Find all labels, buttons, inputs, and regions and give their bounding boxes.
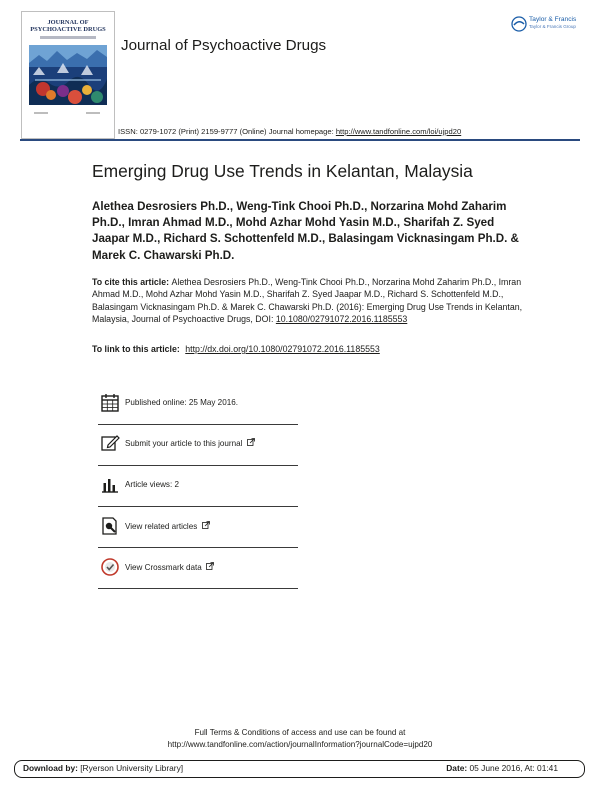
doi-link[interactable]: 10.1080/02791072.2016.1185553 <box>275 313 408 324</box>
download-info-bar <box>14 760 585 778</box>
citation-label: To cite this article: <box>92 277 172 287</box>
published-online-row <box>98 393 298 433</box>
publisher-name: Taylor & Francis <box>529 16 577 23</box>
divider <box>98 506 298 507</box>
related-articles-row[interactable] <box>98 516 298 556</box>
journal-cover-image <box>21 11 115 139</box>
downloaded-by: Download by: [Ryerson University Library] <box>23 763 184 773</box>
article-link-line <box>92 344 380 354</box>
submit-article-link[interactable]: Submit your article to this journal <box>125 438 255 448</box>
journal-homepage-link[interactable]: http://www.tandfonline.com/loi/ujpd20 <box>335 127 462 136</box>
related-articles-link[interactable]: View related articles <box>125 521 210 531</box>
published-online-label: Published online: 25 May 2016. <box>125 398 238 407</box>
search-document-icon <box>100 516 120 536</box>
download-date: Date: 05 June 2016, At: 01:41 <box>446 763 558 773</box>
crossmark-icon <box>100 557 120 577</box>
publisher-group: Taylor & Francis Group <box>529 24 576 30</box>
divider <box>98 465 298 466</box>
taylor-francis-swirl-icon <box>511 16 527 32</box>
submit-article-row[interactable] <box>98 433 298 473</box>
cover-title: JOURNAL OF PSYCHOACTIVE DRUGS <box>30 19 106 33</box>
bar-chart-icon <box>100 475 120 495</box>
article-doi-url[interactable]: http://dx.doi.org/10.1080/02791072.2016.1185553 <box>185 344 380 354</box>
external-link-icon <box>202 521 210 529</box>
divider <box>98 424 298 425</box>
cover-artwork <box>29 45 107 105</box>
divider <box>98 588 298 589</box>
article-authors: Alethea Desrosiers Ph.D., Weng-Tink Chooi Ph.D., Norzarina Mohd Zaharim Ph.D., Imran Ahmad M.D., Mohd Azhar Mohd Yasin M.D., Sharifah Z. Syed Jaapar M.D., Richard S. Schottenfeld M.D., Balasingam Vicknasingam Ph.D. & Marek C. Chawarski Ph.D. <box>92 200 519 262</box>
journal-name: Journal of Psychoactive Drugs <box>121 37 327 54</box>
link-label: To link to this article: <box>92 344 183 354</box>
edit-icon <box>100 433 120 453</box>
terms-footer <box>0 727 600 750</box>
issn-text: ISSN: 0279-1072 (Print) 2159-9777 (Online) Journal homepage: <box>118 127 336 136</box>
article-title: Emerging Drug Use Trends in Kelantan, Malaysia <box>92 161 473 181</box>
header-divider <box>20 139 580 141</box>
crossmark-link[interactable]: View Crossmark data <box>125 562 214 572</box>
external-link-icon <box>247 438 255 446</box>
cover-footer-mark <box>34 112 48 114</box>
terms-text: Full Terms & Conditions of access and use can be found at <box>194 728 406 737</box>
calendar-icon <box>100 393 120 413</box>
citation-block <box>92 276 528 325</box>
terms-url[interactable]: http://www.tandfonline.com/action/journalInformation?journalCode=ujpd20 <box>167 739 433 749</box>
crossmark-row[interactable] <box>98 557 298 597</box>
external-link-icon <box>206 562 214 570</box>
citation-text: Alethea Desrosiers Ph.D., Weng-Tink Chooi Ph.D., Norzarina Mohd Zaharim Ph.D., Imran Ahmad M.D., Mohd Azhar Mohd Yasin M.D., Sharifah Z. Syed Jaapar M.D., Richard S. Schottenfeld M.D., Balasingam Vicknasingam Ph.D. & Marek C. Chawarski Ph.D. (2016): Emerging Drug Use Trends in Kelantan, Malaysia, Journal of Psychoactive Drugs, DOI: <box>92 277 523 324</box>
cover-subtitle-bar <box>40 36 96 39</box>
article-views-row <box>98 475 298 515</box>
publisher-logo <box>511 15 585 37</box>
cover-footer-mark <box>86 112 100 114</box>
article-views-label: Article views: 2 <box>125 480 179 489</box>
divider <box>98 547 298 548</box>
issn-line <box>118 127 461 136</box>
